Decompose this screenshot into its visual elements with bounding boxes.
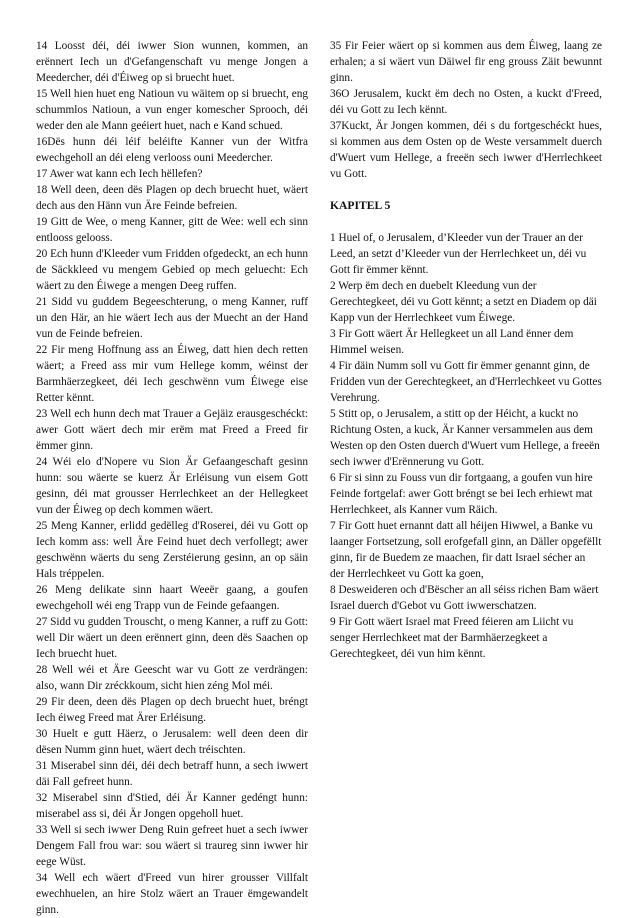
verse-paragraph: 4 Fir däin Numm soll vu Gott fir ëmmer genannt ginn, de Fridden vun der Gerechtegkeet, an d'Herrlechkeet vu Gottes Verehrung.	[330, 360, 602, 404]
verse-paragraph: 25 Meng Kanner, erlidd gedëlleg d'Roserei, déi vu Gott op Iech komm ass: well Äre Feind huet dech verfollegt; awer geschwënn wäerts du seng Zerstéierung gesinn, an op säin Hals tréppelen.	[36, 520, 308, 580]
verse-paragraph: 29 Fir deen, deen dës Plagen op dech bruecht huet, bréngt Iech éiweg Freed mat Ärer Erléisung.	[36, 696, 308, 724]
verse-paragraph: 37Kuckt, Är Jongen kommen, déi s du fortgeschéckt hues, si kommen aus dem Osten op de Weste versammelt duerch d'Wuert vum Hellege, a freeën sech iwwer d'Herrlechkeet vu Gott.	[330, 120, 602, 180]
verse-paragraph: 3 Fir Gott wäert Är Hellegkeet un all Land ënner dem Himmel weisen.	[330, 328, 574, 356]
verse-paragraph: 30 Huelt e gutt Häerz, o Jerusalem: well deen deen dir dësen Numm ginn huet, wäert dech tréischten.	[36, 728, 308, 756]
right-column	[330, 38, 602, 662]
verse-paragraph: 18 Well deen, deen dës Plagen op dech bruecht huet, wäert dech aus den Hänn vun Äre Feinde befreien.	[36, 184, 308, 212]
verse-paragraph: 35 Fir Feier wäert op si kommen aus dem Éiweg, laang ze erhalen; a si wäert vun Däiwel fir eng grouss Zäit bewunnt ginn.	[330, 40, 602, 84]
verse-paragraph: 31 Miserabel sinn déi, déi dech betraff hunn, a sech iwwert däi Fall gefreet hunn.	[36, 760, 308, 788]
verse-paragraph: 36O Jerusalem, kuckt ëm dech no Osten, a kuckt d'Freed, déi vu Gott zu Iech kënnt.	[330, 88, 602, 116]
verse-paragraph: 5 Stitt op, o Jerusalem, a stitt op der Héicht, a kuckt no Richtung Osten, a kuck, Är Kanner versammelen aus dem Westen op den Osten duerch d'Wuert vum Hellege, a freeën sech iwwer d'Erënnerung vu Gott.	[330, 408, 600, 468]
verse-paragraph: 34 Well ech wäert d'Freed vun hirer grousser Villfalt ewechhuelen, an hire Stolz wäert an Trauer ëmgewandelt ginn.	[36, 872, 308, 916]
chapter-5-body	[330, 230, 602, 662]
verse-paragraph: 20 Ech hunn d'Kleeder vum Fridden ofgedeckt, an ech hunn de Säckkleed vu mengem Gebied op mech geluecht: Ech wäert zu den Éiwege a mengen Deeg ruffen.	[36, 248, 308, 292]
verse-paragraph: 24 Wéi elo d'Nopere vu Sion Är Gefaangeschaft gesinn hunn: sou wäerte se kuerz Är Erléisung vun eisem Gott gesinn, déi mat grousser Herrlechkeet an der Hellegkeet vun der Éiweg op dech kommen wäert.	[36, 456, 308, 516]
verse-paragraph: 19 Gitt de Wee, o meng Kanner, gitt de Wee: well ech sinn entlooss gelooss.	[36, 216, 308, 244]
verse-paragraph: 23 Well ech hunn dech mat Trauer a Gejäiz erausgeschéckt: awer Gott wäert dech mir erëm mat Freed a Freed fir ëmmer ginn.	[36, 408, 308, 452]
verse-paragraph: 17 Awer wat kann ech Iech hëllefen?	[36, 168, 203, 180]
verse-paragraph: 6 Fir si sinn zu Fouss vun dir fortgaang, a goufen vun hire Feinde fortgelaf: awer Gott bréngt se bei Iech erhiewt mat Herrlechkeet, als Kanner vum Räich.	[330, 472, 593, 516]
verse-paragraph: 15 Well hien huet eng Natioun vu wäitem op si bruecht, eng schummlos Natioun, a vun enger komescher Sprooch, déi weder den ale Mann geéiert huet, nach e Kand schued.	[36, 88, 308, 132]
verse-paragraph: 21 Sidd vu guddem Begeeschterung, o meng Kanner, ruff un den Här, an hie wäert Iech aus der Muecht an der Hand vun de Feinde befreien.	[36, 296, 308, 340]
chapter-heading: KAPITEL 5	[330, 199, 391, 212]
left-column	[36, 38, 308, 918]
verse-paragraph: 28 Well wéi et Äre Geescht war vu Gott ze verdrängen: also, wann Dir zréckkoum, sicht hien zéng Mol méi.	[36, 664, 308, 692]
verse-paragraph: 1 Huel of, o Jerusalem, d’Kleeder vun der Trauer an der Leed, an setzt d’Kleeder vun der Herrlechkeet un, déi vu Gott fir ëmmer kënnt.	[330, 232, 587, 276]
verse-paragraph: 33 Well si sech iwwer Deng Ruin gefreet huet a sech iwwer Dengem Fall frou war: sou wäert si traureg sinn iwwer hir eege Wüst.	[36, 824, 308, 868]
verse-paragraph: 8 Desweideren och d'Bëscher an all séiss richen Bam wäert Israel duerch d'Gebot vu Gott iwwerschatzen.	[330, 584, 599, 612]
verse-paragraph: 2 Werp ëm dech en duebelt Kleedung vun der Gerechtegkeet, déi vu Gott kënnt; a setzt en Diadem op däi Kapp vun der Herrlechkeet vum Éiwege.	[330, 280, 597, 324]
verse-paragraph: 27 Sidd vu gudden Trouscht, o meng Kanner, a ruff zu Gott: well Dir wäert un deen erënnert ginn, deen dës Saachen op Iech bruecht huet.	[36, 616, 309, 660]
verse-paragraph: 26 Meng delikate sinn haart Weeër gaang, a goufen ewechgeholl wéi eng Trapp vun de Feinde gefaangen.	[36, 584, 308, 612]
verse-paragraph: 9 Fir Gott wäert Israel mat Freed féieren am Liicht vu senger Herrlechkeet mat der Barmhäerzegkeet a Gerechtegkeet, déi vun him kënnt.	[330, 616, 574, 660]
verse-paragraph: 22 Fir meng Hoffnung ass an Éiweg, datt hien dech retten wäert; a Freed ass mir vum Hellege komm, wéinst der Barmhäerzegkeet, déi Iech geschwënn vum Éiwege eise Retter kënnt.	[36, 344, 308, 404]
verse-paragraph: 32 Miserabel sinn d'Stied, déi Är Kanner gedéngt hunn: miserabel ass si, déi Är Jongen opgeholl huet.	[36, 792, 308, 820]
verse-paragraph: 16Dës hunn déi léif beléifte Kanner vun der Witfra ewechgeholl an déi eleng verlooss ouni Meedercher.	[36, 136, 308, 164]
verse-paragraph: 14 Loosst déi, déi iwwer Sion wunnen, kommen, an erënnert Iech un d'Gefangenschaft vu menge Jongen a Meedercher, déi d'Éiweg op si bruecht huet.	[36, 40, 308, 84]
verse-paragraph: 7 Fir Gott huet ernannt datt all héijen Hiwwel, a Banke vu laanger Fortsetzung, soll erofgefall ginn, an Däller opgefëllt ginn, fir de Buedem ze maachen, fir datt Israel sécher an der Herrlechkeet vu Gott ka goen,	[330, 520, 602, 580]
